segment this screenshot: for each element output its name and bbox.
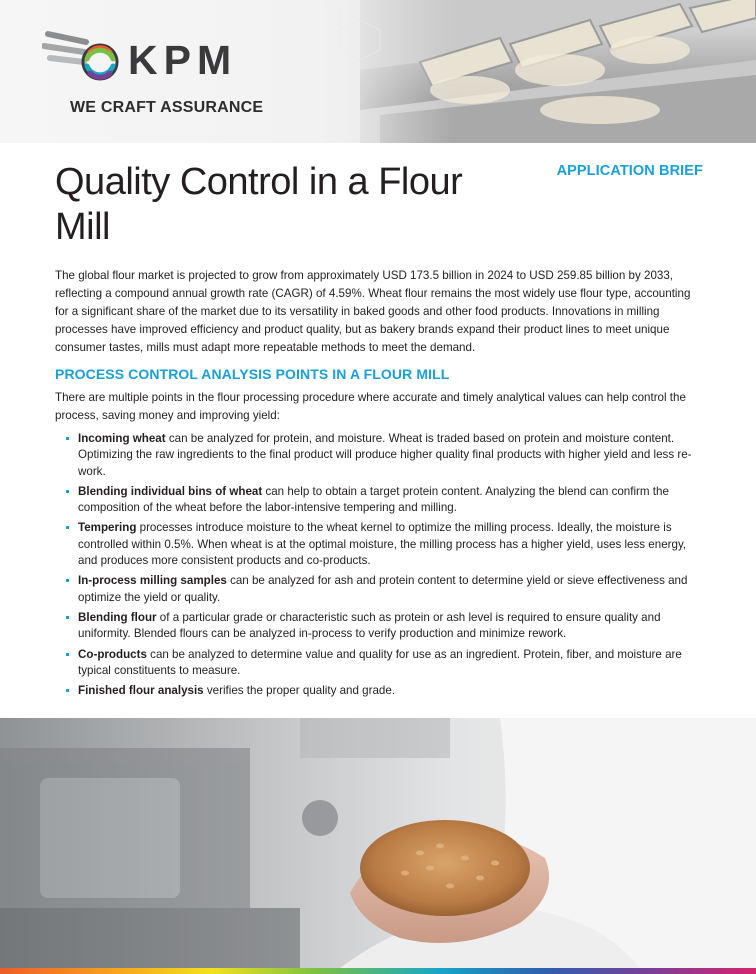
kpm-swoosh-logo-icon bbox=[42, 28, 122, 90]
list-item bbox=[55, 647, 705, 680]
list-item-text: verifies the proper quality and grade. bbox=[203, 684, 396, 698]
main-content bbox=[55, 267, 705, 703]
list-item-term: Co-products bbox=[78, 647, 147, 661]
list-item-text: can be analyzed for protein, and moisture. Wheat is traded based on protein and moisture content. Optimizing the raw ingredients to the final product will produce higher quality final products with higher yield and less re-work. bbox=[78, 432, 692, 478]
lead-paragraph: There are multiple points in the flour processing procedure where accurate and timely analytical values can help control the process, saving money and improving yield: bbox=[55, 391, 686, 422]
section-heading: PROCESS CONTROL ANALYSIS POINTS IN A FLOUR MILL bbox=[55, 366, 450, 382]
brand-tagline: WE CRAFT ASSURANCE bbox=[70, 99, 264, 116]
analysis-points-list bbox=[55, 431, 705, 699]
list-item-term: Blending flour bbox=[78, 610, 157, 624]
intro-paragraph: The global flour market is projected to grow from approximately USD 173.5 billion in 2024 to USD 259.85 billion by 2033, reflecting a compound annual growth rate (CAGR) of 4.59%. Wheat flour remains the most widely use flour type, accounting for a significant share of the market due to its versatility in baked goods and other food products. Innovations in milling processes have improved efficiency and product quality, but as bakery brands expand their product lines to meet unique consumer tastes, mills must adapt more repeatable methods to meet the demand. bbox=[55, 269, 691, 354]
list-item-text: processes introduce moisture to the wheat kernel to optimize the milling process. Ideally, the moisture is controlled within 0.5%. When wheat is at the optimal moisture, the milling process has a higher yield, uses less energy, and produces more consistent products and co-products. bbox=[78, 521, 687, 568]
list-item-term: Finished flour analysis bbox=[78, 684, 204, 698]
rainbow-accent-bar bbox=[0, 968, 756, 974]
list-item-text: can help to obtain a target protein content. Analyzing the blend can confirm the composition of the wheat before the labor-intensive tempering and milling. bbox=[78, 484, 669, 515]
list-item-term: Blending individual bins of wheat bbox=[78, 484, 263, 498]
header-banner bbox=[0, 0, 756, 143]
page-title: Quality Control in a Flour Mill bbox=[55, 161, 463, 248]
list-item bbox=[55, 573, 705, 606]
list-item-term: In-process milling samples bbox=[78, 574, 227, 588]
hands-holding-wheat-grain-photo bbox=[0, 718, 756, 968]
list-item bbox=[55, 683, 705, 699]
list-item-text: of a particular grade or characteristic such as protein or ash level is required to ensure quality and uniformity. Blended flours can be analyzed in-process to verify production and minimize rework. bbox=[78, 610, 661, 641]
list-item bbox=[55, 610, 705, 643]
list-item-text: can be analyzed to determine value and quality for use as an ingredient. Protein, fiber, and moisture are typical constituents to measure. bbox=[78, 647, 682, 677]
brand-name: KPM bbox=[128, 37, 238, 83]
list-item-term: Incoming wheat bbox=[78, 432, 166, 445]
list-item-term: Tempering bbox=[78, 521, 137, 535]
document-type-label: APPLICATION BRIEF bbox=[556, 163, 703, 179]
list-item bbox=[55, 484, 705, 517]
list-item-text: can be analyzed for ash and protein content to determine yield or sieve effectiveness and optimize the yield or quality. bbox=[78, 574, 688, 604]
list-item bbox=[55, 520, 705, 569]
list-item bbox=[55, 431, 705, 480]
